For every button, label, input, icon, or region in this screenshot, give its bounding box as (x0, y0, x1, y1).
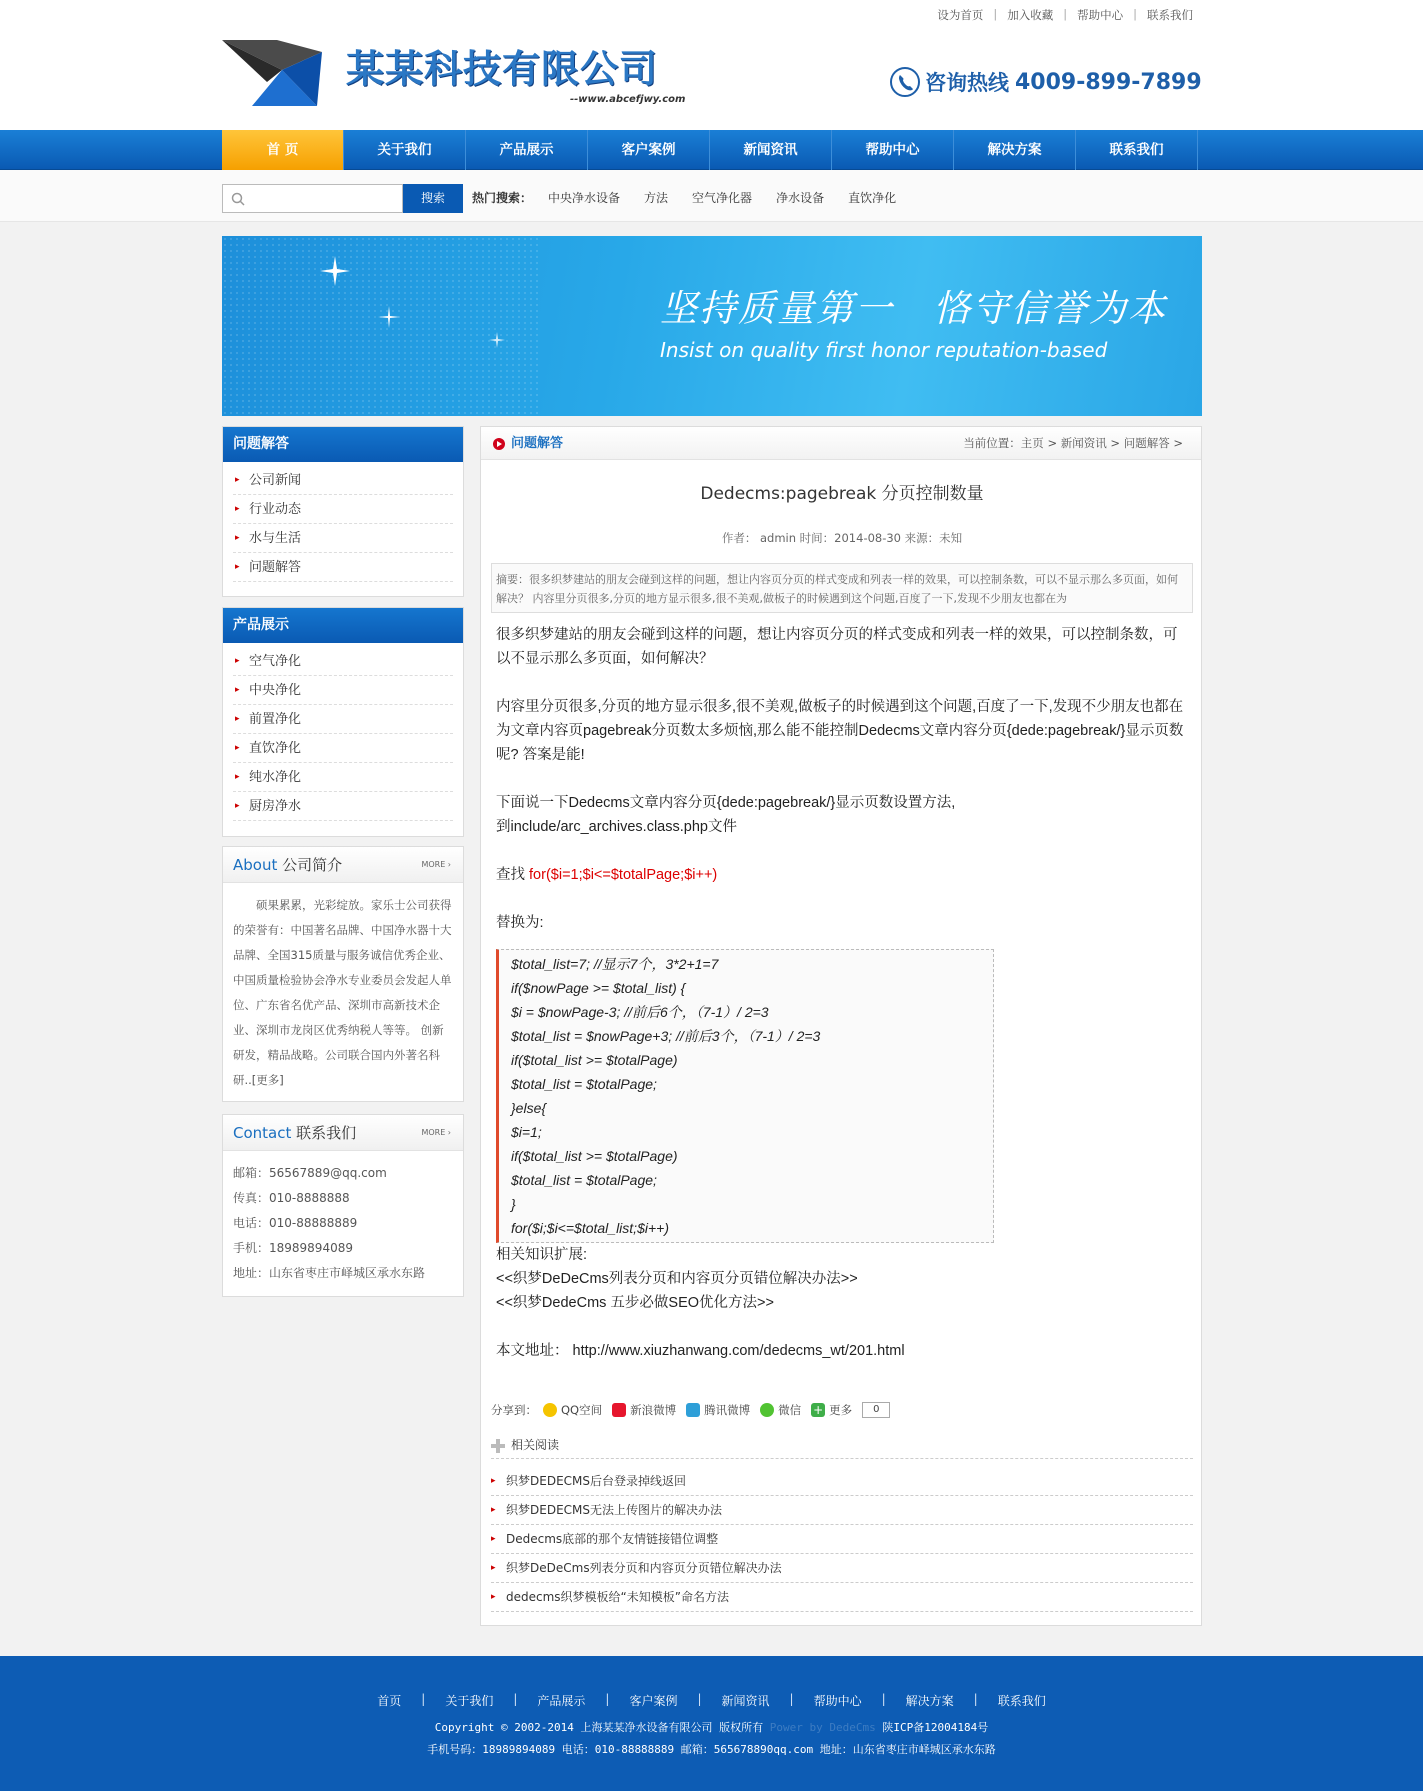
contact-phone: 电话：010-88888889 (233, 1216, 358, 1230)
arrow-icon: ▸ (235, 743, 240, 753)
replace-label: 替换为: (496, 915, 544, 931)
arrow-icon: ▸ (491, 1505, 496, 1515)
about-title-en: About (233, 856, 278, 874)
share-bar (491, 1402, 890, 1418)
breadcrumb[interactable]: 当前位置：主页 > 新闻资讯 > 问题解答 > (963, 436, 1183, 450)
sidebar-qa-title: 问题解答 (223, 427, 463, 462)
sidebar-item[interactable]: ▸ 水与生活 (233, 524, 453, 553)
nav-solutions[interactable]: 解决方案 (954, 130, 1076, 170)
logo-url: --www.abcefjwy.com (570, 94, 686, 105)
related-header (491, 1433, 1193, 1459)
sidebar-item[interactable]: ▸ 问题解答 (233, 553, 453, 582)
search-field[interactable] (222, 184, 403, 213)
find-line: 查找 for($i=1;$i<=$totalPage;$i++) (496, 867, 718, 883)
about-title-cn: 公司简介 (282, 856, 343, 874)
phone-icon (889, 66, 921, 98)
contact-fax: 传真：010-8888888 (233, 1191, 350, 1205)
code-line: $total_list = $totalPage; (511, 1076, 657, 1092)
footer-contact: 手机号码：18989894089 电话：010-88888889 邮箱：565678890qq.com 地址：山东省枣庄市峄城区承水东路 (427, 1743, 996, 1756)
sidebar-qa (222, 426, 464, 597)
add-favorite-link[interactable]: 加入收藏 (1007, 8, 1054, 22)
footer-link[interactable]: 客户案例 (629, 1694, 678, 1708)
arrow-icon: ▸ (235, 533, 240, 543)
contact-header (223, 1115, 463, 1151)
banner-slogan-cn: 坚持质量第一 恪守信誉为本 (660, 287, 1167, 330)
contact-mobile: 手机：18989894089 (233, 1241, 353, 1255)
arrow-icon: ▸ (235, 714, 240, 724)
contact-email: 邮箱：56567889@qq.com (233, 1166, 387, 1180)
weibo-icon (612, 1403, 626, 1417)
plus-icon (491, 1439, 505, 1453)
arrow-icon: ▸ (491, 1476, 496, 1486)
article-title: Dedecms:pagebreak 分页控制数量 (700, 484, 984, 504)
sidebar-about (222, 846, 464, 1102)
play-icon (493, 438, 505, 450)
code-block (496, 949, 994, 1243)
top-links: 设为首页 | 加入收藏 | 帮助中心 | 联系我们 (927, 7, 1203, 23)
footer-link[interactable]: 关于我们 (445, 1694, 494, 1708)
share-count: 0 (862, 1402, 890, 1418)
arrow-icon: ▸ (491, 1563, 496, 1573)
tencent-weibo-icon (686, 1403, 700, 1417)
hotline-label: 咨询热线 (925, 71, 1009, 95)
share-weibo[interactable]: 新浪微博 (612, 1402, 676, 1418)
main-nav (0, 130, 1423, 170)
hot-word[interactable]: 中央净水设备 (548, 191, 621, 205)
plus-icon: + (813, 1403, 824, 1417)
arrow-icon: ▸ (235, 475, 240, 485)
banner-slogan-en: Insist on quality first honor reputation-based (660, 338, 1108, 362)
arrow-icon: ▸ (491, 1592, 496, 1602)
contact-lines (223, 1151, 463, 1296)
ext-link[interactable]: <<织梦DedeCms 五步必做SEO优化方法>> (496, 1295, 774, 1311)
paragraph: 下面说一下Dedecms文章内容分页{dede:pagebreak/}显示页数设置方法, (496, 795, 956, 811)
code-line: if($nowPage >= $total_list) { (511, 980, 686, 996)
header (0, 0, 1423, 130)
sidebar-item[interactable]: ▸ 空气净化 (233, 647, 453, 676)
arrow-icon: ▸ (235, 656, 240, 666)
wechat-icon (760, 1403, 774, 1417)
about-more-link[interactable]: MORE › (421, 860, 451, 869)
nav-contact[interactable]: 联系我们 (1076, 130, 1198, 170)
article-url[interactable]: 本文地址： http://www.xiuzhanwang.com/dedecms_wt/201.html (496, 1343, 905, 1359)
code-line: if($total_list >= $totalPage) (511, 1148, 678, 1164)
ext-link[interactable]: <<织梦DeDeCms列表分页和内容页分页错位解决办法>> (496, 1271, 858, 1287)
contact-us-link[interactable]: 联系我们 (1147, 8, 1193, 22)
arrow-icon: ▸ (235, 772, 240, 782)
nav-news[interactable]: 新闻资讯 (710, 130, 832, 170)
code-line: $total_list = $totalPage; (511, 1172, 657, 1188)
footer-link[interactable]: 帮助中心 (813, 1694, 862, 1708)
hotline-number: 4009-899-7899 (1015, 69, 1202, 95)
code-line: $total_list=7; //显示7个，3*2+1=7 (511, 956, 719, 972)
contact-address: 地址：山东省枣庄市峄城区承水东路 (233, 1266, 426, 1280)
hot-word[interactable]: 方法 (644, 191, 669, 205)
sidebar-item[interactable]: ▸ 纯水净化 (233, 763, 453, 792)
code-line: $total_list = $nowPage+3; //前后3个，（7-1）/ 2=3 (511, 1028, 821, 1044)
footer-link[interactable]: 新闻资讯 (721, 1694, 770, 1708)
sidebar-contact (222, 1114, 464, 1297)
nav-cases[interactable]: 客户案例 (588, 130, 710, 170)
article-summary: 摘要：很多织梦建站的朋友会碰到这样的问题，想让内容页分页的样式变成和列表一样的效果，可以控制条数，可以不显示那么多页面，如何解决？ 内容里分页很多,分页的地方显示很多,很不美观,做板子的时候遇到这个问题,百度了一下,发现不少朋友也都在为 (491, 563, 1193, 613)
sidebar-products (222, 607, 464, 837)
footer-link[interactable]: 解决方案 (905, 1694, 954, 1708)
nav-products[interactable]: 产品展示 (466, 130, 588, 170)
sidebar-item[interactable]: ▸ 厨房净水 (233, 792, 453, 821)
arrow-icon: ▸ (235, 685, 240, 695)
set-homepage-link[interactable]: 设为首页 (937, 8, 984, 22)
footer-link[interactable]: 联系我们 (997, 1694, 1046, 1708)
about-header (223, 847, 463, 883)
sidebar-item[interactable]: ▸ 中央净化 (233, 676, 453, 705)
share-label: 分享到： (491, 1403, 537, 1417)
article-body (496, 623, 1191, 1363)
code-line: for($i;$i<=$total_list;$i++) (511, 1220, 669, 1236)
about-text: 硕果累累，光彩绽放。家乐士公司获得的荣誉有：中国著名品牌、中国净水器十大品牌、全国315质量与服务诚信优秀企业、中国质量检验协会净水专业委员会发起人单位、广东省名优产品、深圳市高新技术企业、深圳市龙岗区优秀纳税人等等。 创新研发，精品战略。公司联合国内外著名科研..[更多] (233, 898, 452, 1087)
arrow-icon: ▸ (491, 1534, 496, 1544)
article-panel (480, 426, 1202, 1626)
nav-help[interactable]: 帮助中心 (832, 130, 954, 170)
arrow-icon: ▸ (235, 504, 240, 514)
code-line: $i=1; (511, 1124, 542, 1140)
code-line: }else{ (511, 1100, 547, 1116)
related-item[interactable]: ▸ Dedecms底部的那个友情链接错位调整 (491, 1525, 1193, 1554)
search-icon (231, 192, 245, 206)
contact-title-cn: 联系我们 (296, 1124, 357, 1142)
related-title: 相关阅读 (511, 1438, 560, 1452)
sidebar-item[interactable]: ▸ 直饮净化 (233, 734, 453, 763)
sidebar-item[interactable]: ▸ 前置净化 (233, 705, 453, 734)
footer-nav: 首页 | 关于我们 | 产品展示 | 客户案例 | 新闻资讯 | 帮助中心 | 解决方案 | 联系我们 (0, 1692, 1423, 1709)
related-item[interactable]: ▸ 织梦DeDeCms列表分页和内容页分页错位解决办法 (491, 1554, 1193, 1583)
share-more[interactable]: + 更多 (813, 1403, 853, 1417)
hotline (889, 66, 1202, 98)
hot-word[interactable]: 空气净化器 (692, 191, 753, 205)
help-center-link[interactable]: 帮助中心 (1077, 8, 1124, 22)
arrow-icon: ▸ (235, 562, 240, 572)
hot-search-label: 热门搜索： (472, 191, 533, 205)
share-qzone[interactable]: QQ空间 (543, 1402, 602, 1418)
search-input[interactable] (247, 185, 397, 211)
footer (0, 1656, 1423, 1791)
banner (222, 236, 1202, 416)
paragraph: 内容里分页很多,分页的地方显示很多,很不美观,做板子的时候遇到这个问题,百度了一下,发现不少朋友也都在为文章内容页pagebreak分页数太多烦恼,那么能不能控制Dedecms文章内容分页{dede:pagebreak/}显示页数呢? 答案是能! (496, 699, 1184, 763)
logo-text: 某某科技有限公司 (346, 47, 659, 91)
sidebar-products-title: 产品展示 (223, 608, 463, 643)
paragraph: 很多织梦建站的朋友会碰到这样的问题，想让内容页分页的样式变成和列表一样的效果，可以控制条数，可以不显示那么多页面，如何解决？ (496, 627, 1178, 667)
related-item[interactable]: ▸ 织梦DEDECMS后台登录掉线返回 (491, 1467, 1193, 1496)
logo-icon (222, 40, 322, 106)
powered-by[interactable]: Power by DedeCms (769, 1721, 876, 1734)
footer-link[interactable]: 产品展示 (537, 1694, 586, 1708)
sidebar-item[interactable]: ▸ 行业动态 (233, 495, 453, 524)
contact-title-en: Contact (233, 1124, 292, 1142)
hot-search (472, 189, 920, 206)
ext-title: 相关知识扩展: (496, 1247, 588, 1263)
logo[interactable] (222, 38, 722, 110)
share-tencent-weibo[interactable]: 腾讯微博 (686, 1402, 750, 1418)
qzone-icon (543, 1403, 557, 1417)
article-meta: 作者： admin 时间：2014-08-30 来源：未知 (721, 531, 963, 545)
related-item[interactable]: ▸ dedecms织梦模板给“未知模板”命名方法 (491, 1583, 1193, 1612)
related-list (491, 1467, 1193, 1612)
arrow-icon: ▸ (235, 801, 240, 811)
copyright: Copyright © 2002-2014 上海某某净水设备有限公司 版权所有 Power by DedeCms 陕ICP备12004184号 (434, 1721, 989, 1734)
find-code: for($i=1;$i<=$totalPage;$i++) (529, 867, 718, 883)
paragraph: 到include/arc_archives.class.php文件 (496, 819, 737, 835)
footer-link[interactable]: 首页 (377, 1694, 402, 1708)
nav-about[interactable]: 关于我们 (344, 130, 466, 170)
article-header-bar (481, 427, 1201, 460)
nav-home[interactable]: 首 页 (222, 130, 344, 170)
search-button[interactable]: 搜索 (403, 184, 463, 213)
hot-word[interactable]: 净水设备 (776, 191, 825, 205)
code-line: } (511, 1196, 516, 1212)
code-line: $i = $nowPage-3; //前后6个，（7-1）/ 2=3 (511, 1004, 769, 1020)
code-line: if($total_list >= $totalPage) (511, 1052, 678, 1068)
related-item[interactable]: ▸ 织梦DEDECMS无法上传图片的解决办法 (491, 1496, 1193, 1525)
section-title: 问题解答 (511, 436, 564, 451)
search-bar (0, 170, 1423, 222)
hot-word[interactable]: 直饮净化 (848, 191, 897, 205)
contact-more-link[interactable]: MORE › (421, 1128, 451, 1137)
sidebar-item[interactable]: ▸ 公司新闻 (233, 466, 453, 495)
share-wechat[interactable]: 微信 (760, 1402, 801, 1418)
sparkle-decoration (222, 236, 542, 416)
